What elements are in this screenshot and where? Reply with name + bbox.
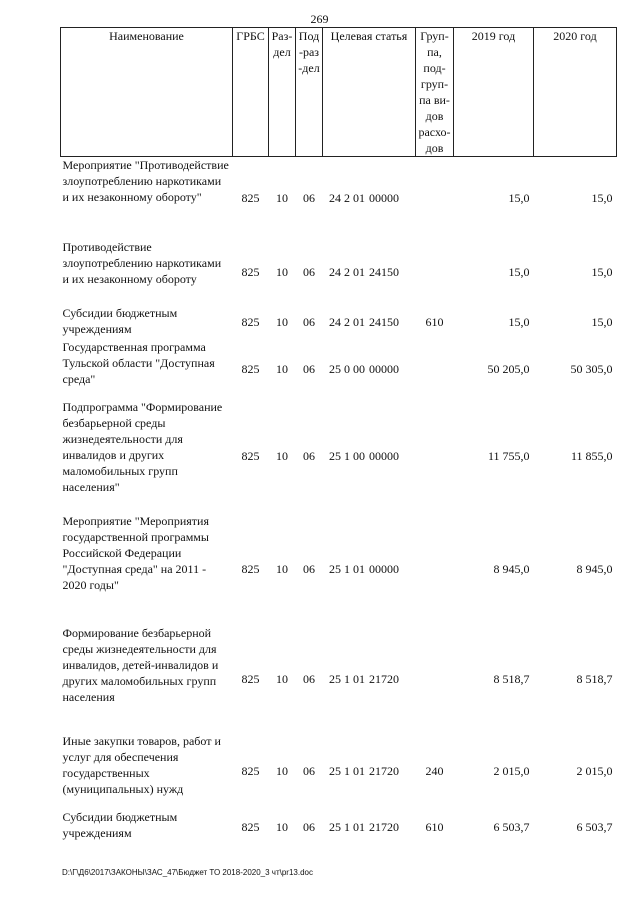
row-name: Государственная программа Тульской области "Доступная среда": [62, 339, 215, 386]
header-vid: Груп-па, под-груп-па ви-дов расхо-дов: [416, 28, 454, 157]
row-name: Субсидии бюджетным учреждениям: [62, 305, 178, 336]
row-podrazdel: 06: [303, 361, 315, 376]
row-razdel: 10: [276, 561, 288, 576]
footer-file-path: D:\Г\Д6\2017\ЗАКОНЫ\ЗАС_47\Бюджет ТО 2018-2020_3 чт\pr13.doc: [62, 868, 313, 877]
table-header: [61, 28, 617, 157]
row-podrazdel: 06: [303, 448, 315, 463]
header-podrazdel: Под-раз-дел: [296, 28, 323, 157]
row-grbs: 825: [241, 819, 260, 834]
table-row: [61, 733, 617, 809]
header-grbs: ГРБС: [233, 28, 269, 157]
row-name: Мероприятие "Противодействие злоупотреблению наркотиками и их незаконному обороту": [62, 158, 229, 204]
row-2019: 8 945,0: [493, 561, 530, 576]
row-2020: 50 305,0: [570, 361, 613, 376]
row-target: 25 1 01 00000: [329, 561, 399, 576]
row-podrazdel: 06: [303, 314, 315, 329]
row-podrazdel: 06: [303, 190, 315, 205]
row-grbs: 825: [241, 448, 260, 463]
row-vid: [416, 157, 454, 239]
table-row: [61, 157, 617, 239]
row-2019: 50 205,0: [487, 361, 530, 376]
row-2019: 8 518,7: [493, 671, 530, 686]
row-name: Подпрограмма "Формирование безбарьерной среды жизнедеятельности для инвалидов и других маломобильных групп населения": [62, 399, 223, 494]
row-2019: 15,0: [508, 264, 530, 279]
row-name: Мероприятие "Мероприятия государственной программы Российской Федерации "Доступная среда" на 2011 - 2020 годы": [62, 513, 209, 592]
row-vid: [416, 339, 454, 399]
row-target: 25 1 00 00000: [329, 448, 399, 463]
row-name: Противодействие злоупотреблению наркотиками и их незаконному обороту: [62, 239, 222, 286]
table-row: [61, 239, 617, 305]
row-razdel: 10: [276, 819, 288, 834]
table-row: [61, 305, 617, 339]
row-target: 24 2 01 00000: [329, 190, 399, 205]
row-razdel: 10: [276, 314, 288, 329]
row-vid: [416, 399, 454, 513]
row-name: Иные закупки товаров, работ и услуг для обеспечения государственных (муниципальных) нужд: [62, 733, 221, 796]
row-target: 25 1 01 21720: [329, 671, 399, 686]
header-2020: 2020 год: [534, 28, 617, 157]
row-vid: 610: [425, 819, 444, 834]
row-2019: 2 015,0: [493, 763, 530, 778]
row-2019: 11 755,0: [487, 448, 530, 463]
header-target: Целевая статья: [323, 28, 416, 157]
budget-table: [60, 27, 617, 845]
header-name: Наименование: [61, 28, 233, 157]
table-row: [61, 513, 617, 625]
table-row: [61, 625, 617, 733]
row-podrazdel: 06: [303, 819, 315, 834]
header-2019: 2019 год: [454, 28, 534, 157]
table-row: [61, 399, 617, 513]
row-2020: 15,0: [591, 190, 613, 205]
row-podrazdel: 06: [303, 671, 315, 686]
row-grbs: 825: [241, 561, 260, 576]
row-name: Субсидии бюджетным учреждениям: [62, 809, 178, 840]
header-razdel: Раз-дел: [269, 28, 296, 157]
row-grbs: 825: [241, 361, 260, 376]
row-razdel: 10: [276, 361, 288, 376]
row-target: 25 0 00 00000: [329, 361, 399, 376]
page-number: 269: [310, 12, 329, 26]
row-grbs: 825: [241, 763, 260, 778]
row-razdel: 10: [276, 763, 288, 778]
row-vid: 240: [425, 763, 444, 778]
table-row: [61, 339, 617, 399]
row-name: Формирование безбарьерной среды жизнедеятельности для инвалидов, детей-инвалидов и других маломобильных групп населения: [62, 625, 219, 704]
row-razdel: 10: [276, 190, 288, 205]
row-target: 25 1 01 21720: [329, 763, 399, 778]
row-vid: [416, 513, 454, 625]
row-2019: 6 503,7: [493, 819, 530, 834]
row-razdel: 10: [276, 264, 288, 279]
row-2020: 8 518,7: [576, 671, 613, 686]
row-grbs: 825: [241, 671, 260, 686]
row-2020: 11 855,0: [570, 448, 613, 463]
row-2020: 6 503,7: [576, 819, 613, 834]
row-vid: [416, 239, 454, 305]
row-2019: 15,0: [508, 314, 530, 329]
row-target: 24 2 01 24150: [329, 314, 399, 329]
row-grbs: 825: [241, 190, 260, 205]
table-row: [61, 809, 617, 845]
row-2019: 15,0: [508, 190, 530, 205]
row-razdel: 10: [276, 671, 288, 686]
row-2020: 8 945,0: [576, 561, 613, 576]
row-razdel: 10: [276, 448, 288, 463]
row-2020: 15,0: [591, 264, 613, 279]
row-podrazdel: 06: [303, 264, 315, 279]
row-target: 25 1 01 21720: [329, 819, 399, 834]
row-grbs: 825: [241, 264, 260, 279]
row-vid: 610: [425, 314, 444, 329]
row-2020: 2 015,0: [576, 763, 613, 778]
row-podrazdel: 06: [303, 763, 315, 778]
row-podrazdel: 06: [303, 561, 315, 576]
row-grbs: 825: [241, 314, 260, 329]
row-vid: [416, 625, 454, 733]
row-target: 24 2 01 24150: [329, 264, 399, 279]
row-2020: 15,0: [591, 314, 613, 329]
